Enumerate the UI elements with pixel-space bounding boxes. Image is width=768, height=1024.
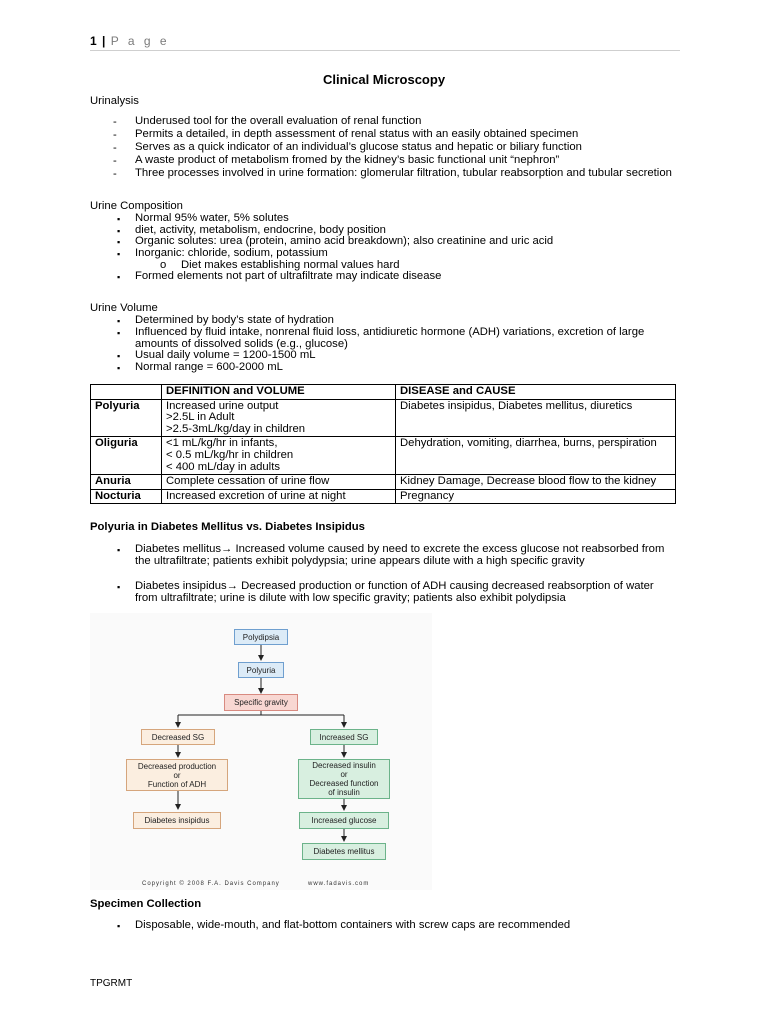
bullet-marker: ▪ — [117, 363, 121, 373]
bullet-marker: ▪ — [117, 249, 121, 259]
node-increased-sg: Increased SG — [310, 729, 378, 745]
footer-text: TPGRMT — [90, 978, 133, 989]
table-header-cell — [91, 385, 162, 400]
bullet-marker: ▪ — [117, 582, 121, 592]
condition-name: Nocturia — [91, 489, 162, 504]
urinalysis-item: Serves as a quick indicator of an individual’s glucose status and hepatic or biliary function — [135, 141, 582, 153]
node-specific-gravity: Specific gravity — [224, 694, 298, 711]
figure-website: www.fadavis.com — [308, 881, 370, 887]
polyuria-item: Diabetes mellitus→ Increased volume caused by need to excrete the excess glucose not reabsorbed from the ultrafiltrate; patients exhibit polydypsia; urine appears dilute with a high specific gravity — [135, 543, 665, 567]
urinalysis-heading: Urinalysis — [90, 95, 139, 107]
table-header-cell: DEFINITION and VOLUME — [162, 385, 396, 400]
definition-line: < 0.5 mL/kg/hr in children — [166, 448, 294, 461]
definition-line: Increased excretion of urine at night — [166, 489, 346, 502]
volume-item: Usual daily volume = 1200-1500 mL — [135, 349, 316, 361]
definition-cell — [162, 399, 396, 437]
definition-line: >2.5L in Adult — [166, 411, 235, 424]
dash-marker: - — [113, 168, 117, 180]
table-header-row — [91, 385, 676, 400]
disease-cell: Kidney Damage, Decrease blood flow to the kidney — [396, 475, 676, 490]
condition-name: Anuria — [91, 475, 162, 490]
definition-line: < 400 mL/day in adults — [166, 460, 280, 473]
bullet-marker: ▪ — [117, 351, 121, 361]
node-decreased-sg: Decreased SG — [141, 729, 215, 745]
polyuria-item: Diabetes insipidus→ Decreased production or function of ADH causing decreased reabsorption of water from ultrafiltrate; urine is dilute with low specific gravity; patients also exhibit polydipsia — [135, 580, 654, 604]
volume-item: Normal range = 600-2000 mL — [135, 361, 283, 373]
volume-heading: Urine Volume — [90, 302, 158, 314]
definition-line: <1 mL/kg/hr in infants, — [166, 437, 278, 450]
bullet-marker: ▪ — [117, 272, 121, 282]
disease-cell: Pregnancy — [396, 489, 676, 504]
table-row — [91, 475, 676, 490]
definition-line: Increased urine output — [166, 399, 279, 412]
definition-line: >2.5-3mL/kg/day in children — [166, 422, 306, 435]
header-rule — [90, 50, 680, 51]
composition-item: diet, activity, metabolism, endocrine, body position — [135, 224, 386, 236]
composition-sub-item: Diet makes establishing normal values hard — [181, 259, 400, 271]
dash-marker: - — [113, 129, 117, 141]
urinalysis-item: Three processes involved in urine formation: glomerular filtration, tubular reabsorption and tubular secretion — [135, 167, 672, 179]
node-polyuria: Polyuria — [238, 662, 284, 678]
dash-marker: - — [113, 155, 117, 167]
page-number: 1 — [90, 34, 98, 48]
definition-cell — [162, 437, 396, 475]
sub-marker: o — [160, 259, 167, 271]
composition-item: Normal 95% water, 5% solutes — [135, 212, 289, 224]
definition-line: Complete cessation of urine flow — [166, 475, 330, 488]
node-decreased-insulin: Decreased insulin or Decreased function of insulin — [298, 759, 390, 799]
volume-item: Determined by body’s state of hydration — [135, 314, 334, 326]
node-decreased-production: Decreased production or Function of ADH — [126, 759, 228, 791]
table-header-cell: DISEASE and CAUSE — [396, 385, 676, 400]
specimen-heading: Specimen Collection — [90, 898, 202, 910]
node-polydipsia: Polydipsia — [234, 629, 288, 645]
bullet-marker: ▪ — [117, 237, 121, 247]
composition-item: Inorganic: chloride, sodium, potassium — [135, 247, 328, 259]
bullet-marker: ▪ — [117, 328, 121, 338]
page-separator: | — [102, 34, 107, 48]
condition-name: Oliguria — [91, 437, 162, 475]
definition-cell — [162, 489, 396, 504]
urinalysis-item: Permits a detailed, in depth assessment of renal status with an easily obtained specimen — [135, 128, 579, 140]
composition-item: Organic solutes: urea (protein, amino acid breakdown); also creatinine and uric acid — [135, 235, 554, 247]
node-diabetes-insipidus: Diabetes insipidus — [133, 812, 221, 829]
urinalysis-item: A waste product of metabolism fromed by the kidney’s basic functional unit “nephron” — [135, 154, 560, 166]
composition-heading: Urine Composition — [90, 200, 183, 212]
specimen-item: Disposable, wide-mouth, and flat-bottom containers with screw caps are recommended — [135, 919, 571, 931]
bullet-marker: ▪ — [117, 545, 121, 555]
bullet-marker: ▪ — [117, 226, 121, 236]
page-label: P a g e — [110, 34, 170, 48]
bullet-marker: ▪ — [117, 316, 121, 326]
figure-copyright: Copyright © 2008 F.A. Davis Company — [142, 881, 280, 887]
condition-name: Polyuria — [91, 399, 162, 437]
page-header — [90, 34, 170, 48]
bullet-marker: ▪ — [117, 214, 121, 224]
dash-marker: - — [113, 142, 117, 154]
document-title: Clinical Microscopy — [322, 72, 446, 87]
urine-volume-table — [90, 384, 676, 504]
disease-cell: Diabetes insipidus, Diabetes mellitus, diuretics — [396, 399, 676, 437]
node-diabetes-mellitus: Diabetes mellitus — [302, 843, 386, 860]
volume-item: Influenced by fluid intake, nonrenal fluid loss, antidiuretic hormone (ADH) variations, excretion of large amounts of dissolved solids (e.g., glucose) — [135, 326, 645, 350]
polyuria-heading: Polyuria in Diabetes Mellitus vs. Diabetes Insipidus — [90, 521, 365, 533]
diabetes-flowchart — [90, 613, 432, 890]
table-row — [91, 399, 676, 437]
composition-item: Formed elements not part of ultrafiltrate may indicate disease — [135, 270, 442, 282]
table-row — [91, 437, 676, 475]
dash-marker: - — [113, 116, 117, 128]
node-increased-glucose: Increased glucose — [299, 812, 389, 829]
definition-cell — [162, 475, 396, 490]
table-row — [91, 489, 676, 504]
bullet-marker: ▪ — [117, 921, 121, 931]
urinalysis-item: Underused tool for the overall evaluation of renal function — [135, 115, 422, 127]
disease-cell: Dehydration, vomiting, diarrhea, burns, perspiration — [396, 437, 676, 475]
